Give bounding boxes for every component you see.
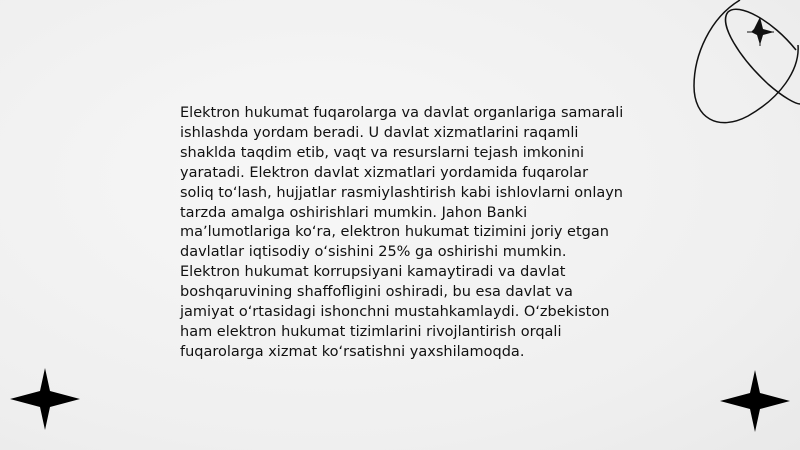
four-point-star-icon — [720, 370, 790, 432]
orbit-sparkle-icon — [660, 0, 800, 145]
four-point-star-icon — [10, 368, 80, 430]
body-paragraph: Elektron hukumat fuqarolarga va davlat organlariga samarali ishlashda yordam beradi. U davlat xizmatlarini raqamli shaklda taqdim etib, vaqt va resurslarni tejash imkonini yaratadi. Elektron davlat xizmatlari yordamida fuqarolar soliq toʻlash, hujjatlar rasmiylashtirish kabi ishlovlarni onlayn tarzda amalga oshirishlari mumkin. Jahon Banki maʼlumotlariga koʻra, elektron hukumat tizimini joriy etgan davlatlar iqtisodiy oʻsishini 25% ga oshirishi mumkin. Elektron hukumat korrupsiyani kamaytiradi va davlat boshqaruvining shaffofligini oshiradi, bu esa davlat va jamiyat oʻrtasidagi ishonchni mustahkamlaydi. Oʻzbekiston ham elektron hukumat tizimlarini rivojlantirish orqali fuqarolarga xizmat koʻrsatishni yaxshilamoqda. — [180, 105, 624, 360]
